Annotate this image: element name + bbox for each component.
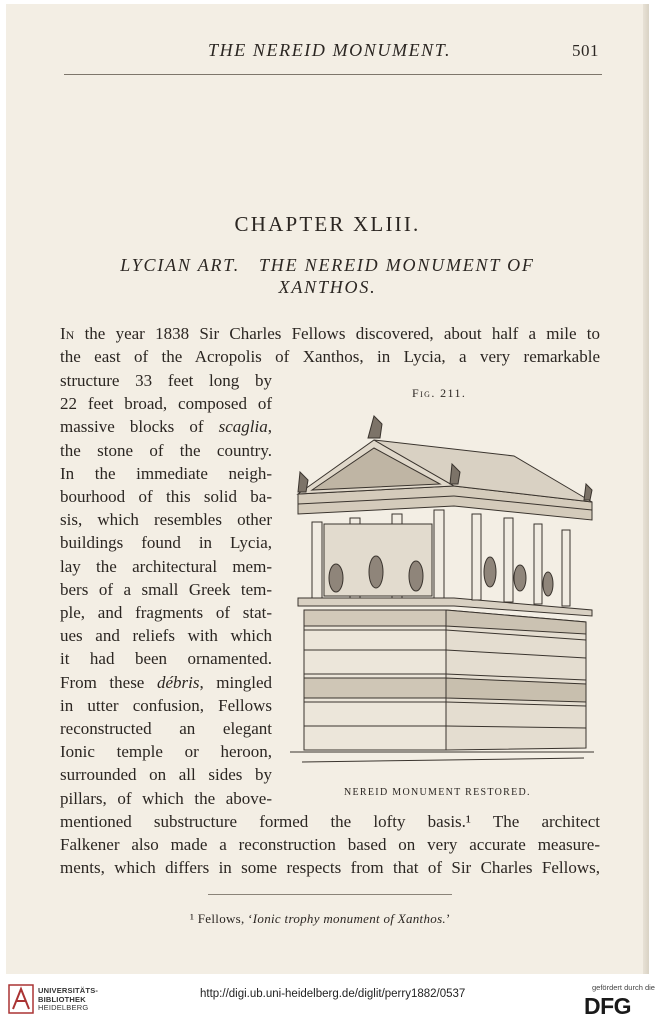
source-url-link[interactable]: http://digi.ub.uni-heidelberg.de/diglit/perry1882/0537 <box>200 988 466 1000</box>
body-line: structure 33 feet long by <box>60 371 272 390</box>
figure-caption: NEREID MONUMENT RESTORED. <box>344 787 531 798</box>
body-line: In the year 1838 Sir Charles Fellows discovered, about half a mile to <box>60 324 600 343</box>
body-line: In the immediate neigh- <box>60 463 272 483</box>
running-head-title: THE NEREID MONUMENT. <box>208 40 452 60</box>
body-line: pillars, of which the above- <box>60 788 272 808</box>
body-line: bers of a small Greek tem- <box>60 579 272 599</box>
body-line: massive blocks of scaglia, <box>60 417 272 437</box>
body-line: buildings found in Lycia, <box>60 533 272 553</box>
body-line: it had been ornamented. <box>60 649 272 669</box>
paragraph-opening <box>60 322 600 368</box>
dfg-logo: DFG <box>584 993 632 1019</box>
paragraph-column <box>60 369 272 810</box>
footnote-marker: ¹ <box>190 911 195 926</box>
subtitle-line-2: XANTHOS. <box>278 277 377 297</box>
chapter-subtitle <box>66 254 589 298</box>
body-line: the east of the Acropolis of Xanthos, in Lycia, a very remarkable <box>60 347 600 367</box>
body-line: lay the architectural mem- <box>60 556 272 576</box>
body-line: ments, which differs in some respects from that of Sir Charles Fellows, <box>60 858 600 878</box>
body-line: From these débris, mingled <box>60 672 272 692</box>
chapter-heading: CHAPTER XLIII. <box>234 212 421 236</box>
digitization-footer <box>0 975 655 1025</box>
drop-word: In <box>60 324 75 343</box>
body-line: Falkener also made a reconstruction based on very accurate measure- <box>60 835 600 855</box>
library-name: UNIVERSITÄTS- BIBLIOTHEK HEIDELBERG <box>38 986 99 1012</box>
university-library-logo-icon <box>8 983 34 1015</box>
footnote-rule <box>208 894 452 895</box>
funding-note: gefördert durch die <box>592 983 655 992</box>
subtitle-line-1: LYCIAN ART. THE NEREID MONUMENT OF <box>120 255 535 275</box>
body-line: mentioned substructure formed the lofty basis.¹ The architect <box>60 812 600 831</box>
body-line: the stone of the country. <box>60 440 272 460</box>
paragraph-tail <box>60 810 600 880</box>
figure-label: Fig. 211. <box>412 386 467 400</box>
body-line: sis, which resembles other <box>60 510 272 530</box>
nereid-monument-illustration <box>284 402 600 780</box>
header-rule <box>64 74 602 75</box>
body-line: ues and reliefs with which <box>60 626 272 646</box>
page-number: 501 <box>572 41 599 60</box>
footnote-author: Fellows, <box>197 911 245 926</box>
body-line: surrounded on all sides by <box>60 765 272 785</box>
body-line: reconstructed an elegant <box>60 719 272 739</box>
body-line: in utter confusion, Fellows <box>60 695 272 715</box>
book-page <box>6 4 649 974</box>
body-line: ple, and fragments of stat- <box>60 603 272 623</box>
body-line: 22 feet broad, composed of <box>60 394 272 414</box>
running-head <box>6 40 649 64</box>
page-edge-shadow <box>643 4 649 974</box>
footnote: ¹ Fellows, ‘Ionic trophy monument of Xanthos.’ <box>190 911 451 926</box>
body-line: bourhood of this solid ba- <box>60 487 272 507</box>
body-line: Ionic temple or heroon, <box>60 742 272 762</box>
footnote-title: Ionic trophy monument of Xanthos. <box>252 911 446 926</box>
